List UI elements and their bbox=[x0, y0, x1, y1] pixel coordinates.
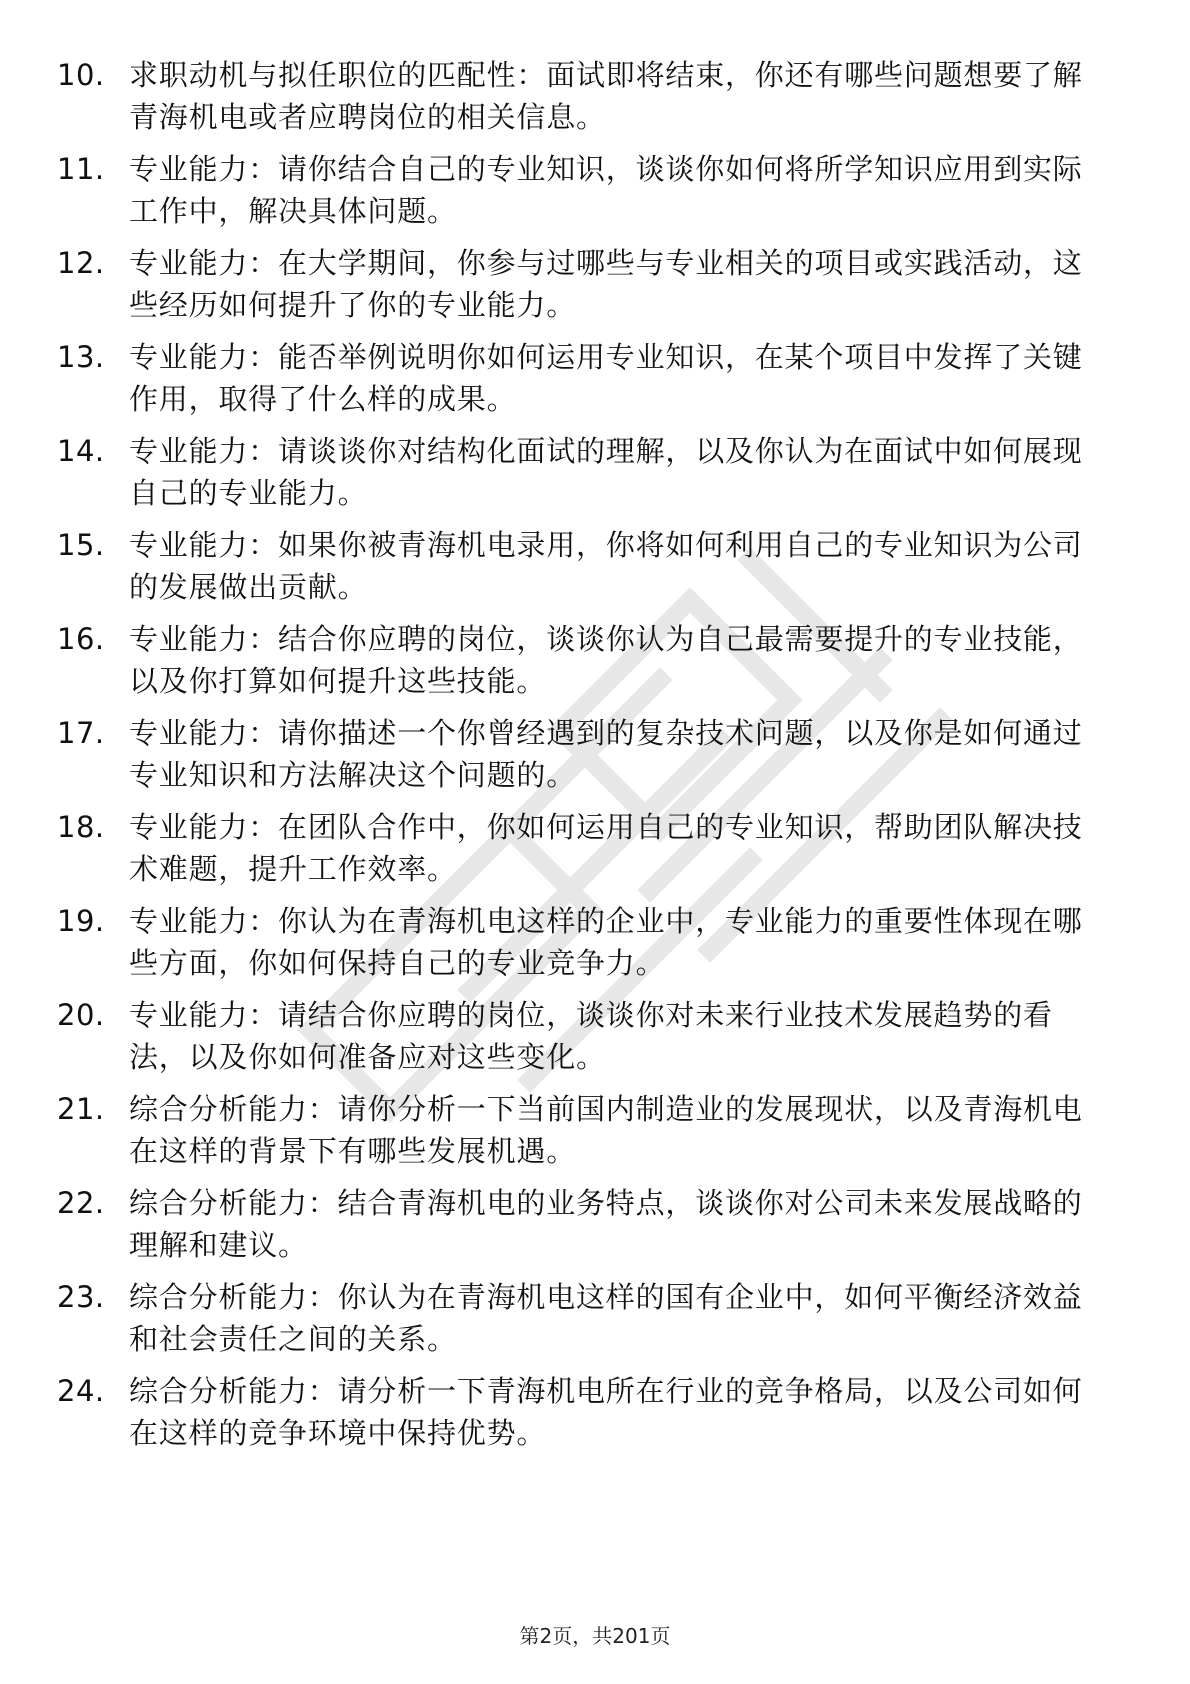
question-item bbox=[57, 900, 1117, 994]
question-number: 18. bbox=[57, 810, 105, 844]
question-number: 10. bbox=[57, 58, 105, 92]
question-item bbox=[57, 430, 1117, 524]
question-number: 22. bbox=[57, 1186, 105, 1220]
question-item bbox=[57, 806, 1117, 900]
question-text: 专业能力：在大学期间，你参与过哪些与专业相关的项目或实践活动，这些经历如何提升了你的专业能力。 bbox=[129, 246, 1083, 322]
question-item bbox=[57, 994, 1117, 1088]
question-text: 综合分析能力：结合青海机电的业务特点，谈谈你对公司未来发展战略的理解和建议。 bbox=[129, 1186, 1083, 1262]
question-item bbox=[57, 148, 1117, 242]
question-number: 11. bbox=[57, 152, 105, 186]
page-footer bbox=[0, 1622, 1190, 1650]
question-text: 综合分析能力：你认为在青海机电这样的国有企业中，如何平衡经济效益和社会责任之间的关系。 bbox=[129, 1280, 1083, 1356]
question-text: 专业能力：在团队合作中，你如何运用自己的专业知识，帮助团队解决技术难题，提升工作效率。 bbox=[129, 810, 1083, 886]
question-list bbox=[57, 54, 1117, 1464]
question-number: 17. bbox=[57, 716, 105, 750]
question-text: 求职动机与拟任职位的匹配性：面试即将结束，你还有哪些问题想要了解青海机电或者应聘岗位的相关信息。 bbox=[129, 58, 1083, 134]
question-text: 专业能力：请你结合自己的专业知识，谈谈你如何将所学知识应用到实际工作中，解决具体问题。 bbox=[129, 152, 1083, 228]
question-number: 16. bbox=[57, 622, 105, 656]
question-item bbox=[57, 1088, 1117, 1182]
question-number: 19. bbox=[57, 904, 105, 938]
question-number: 13. bbox=[57, 340, 105, 374]
question-item bbox=[57, 242, 1117, 336]
question-item bbox=[57, 618, 1117, 712]
question-item bbox=[57, 524, 1117, 618]
question-text: 专业能力：请你描述一个你曾经遇到的复杂技术问题，以及你是如何通过专业知识和方法解决这个问题的。 bbox=[129, 716, 1083, 792]
question-text: 专业能力：请结合你应聘的岗位，谈谈你对未来行业技术发展趋势的看法，以及你如何准备应对这些变化。 bbox=[129, 998, 1053, 1074]
question-text: 专业能力：能否举例说明你如何运用专业知识，在某个项目中发挥了关键作用，取得了什么样的成果。 bbox=[129, 340, 1083, 416]
question-item bbox=[57, 1276, 1117, 1370]
question-text: 专业能力：如果你被青海机电录用，你将如何利用自己的专业知识为公司的发展做出贡献。 bbox=[129, 528, 1083, 604]
question-item bbox=[57, 712, 1117, 806]
question-item bbox=[57, 1370, 1117, 1464]
question-number: 14. bbox=[57, 434, 105, 468]
question-text: 专业能力：请谈谈你对结构化面试的理解，以及你认为在面试中如何展现自己的专业能力。 bbox=[129, 434, 1083, 510]
question-text: 综合分析能力：请分析一下青海机电所在行业的竞争格局，以及公司如何在这样的竞争环境中保持优势。 bbox=[129, 1374, 1083, 1450]
question-number: 23. bbox=[57, 1280, 105, 1314]
question-item bbox=[57, 336, 1117, 430]
question-number: 15. bbox=[57, 528, 105, 562]
question-number: 21. bbox=[57, 1092, 105, 1126]
question-text: 综合分析能力：请你分析一下当前国内制造业的发展现状，以及青海机电在这样的背景下有哪些发展机遇。 bbox=[129, 1092, 1083, 1168]
question-text: 专业能力：结合你应聘的岗位，谈谈你认为自己最需要提升的专业技能，以及你打算如何提升这些技能。 bbox=[129, 622, 1083, 698]
page-number-text: 第2页，共201页 bbox=[519, 1624, 671, 1648]
question-item bbox=[57, 1182, 1117, 1276]
question-number: 24. bbox=[57, 1374, 105, 1408]
question-text: 专业能力：你认为在青海机电这样的企业中，专业能力的重要性体现在哪些方面，你如何保持自己的专业竞争力。 bbox=[129, 904, 1083, 980]
question-item bbox=[57, 54, 1117, 148]
question-number: 20. bbox=[57, 998, 105, 1032]
question-number: 12. bbox=[57, 246, 105, 280]
